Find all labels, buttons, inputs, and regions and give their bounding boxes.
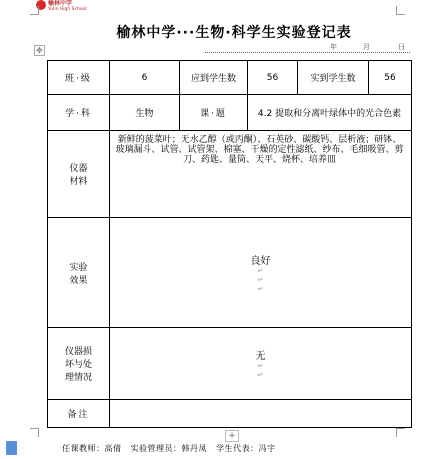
table-row bbox=[48, 400, 412, 428]
date-line[interactable] bbox=[205, 42, 410, 53]
paragraph-mark-icon: ↵ bbox=[257, 275, 264, 284]
teacher-signature: 任课教师：高倩 bbox=[62, 444, 122, 453]
materials-label bbox=[48, 131, 110, 218]
corner-mark-icon bbox=[396, 6, 405, 15]
corner-mark-icon bbox=[396, 428, 405, 437]
class-label: 班·级 bbox=[48, 61, 110, 95]
actual-students-label: 实到学生数 bbox=[298, 61, 369, 95]
damage-label-line: 理情况 bbox=[64, 373, 92, 383]
manager-signature: 实验管理员：韩丹凤 bbox=[130, 444, 208, 453]
expected-students-label: 应到学生数 bbox=[180, 61, 248, 95]
table-row bbox=[48, 95, 412, 131]
damage-label-line: 仪器损 bbox=[64, 347, 92, 357]
table-row bbox=[48, 328, 412, 400]
signature-footer bbox=[62, 443, 282, 454]
add-row-icon[interactable]: + bbox=[225, 430, 239, 442]
corner-mark-icon bbox=[30, 6, 39, 15]
damage-value: 无 bbox=[255, 351, 266, 362]
date-month: 月 bbox=[363, 43, 370, 51]
school-logo bbox=[36, 0, 87, 16]
table-row bbox=[48, 131, 412, 218]
materials-label-line: 材料 bbox=[69, 177, 88, 187]
registration-table bbox=[47, 60, 412, 428]
table-row bbox=[48, 218, 412, 328]
table-move-handle-icon[interactable]: ✥ bbox=[34, 45, 45, 56]
paragraph-mark-icon: ↵ bbox=[257, 362, 264, 370]
remarks-value[interactable] bbox=[110, 400, 412, 428]
paragraph-mark-icon: ↵ bbox=[257, 371, 264, 379]
page-title: 榆林中学···生物·科学生实验登记表 bbox=[116, 25, 352, 41]
expected-students-value[interactable]: 56 bbox=[248, 61, 298, 95]
remarks-label: 备注 bbox=[48, 400, 110, 428]
logo-text: 榆林中学 bbox=[48, 0, 73, 7]
effect-label-line: 效果 bbox=[69, 275, 88, 286]
subject-label: 学·科 bbox=[48, 95, 110, 131]
actual-students-value[interactable]: 56 bbox=[369, 61, 412, 95]
date-year: 年 bbox=[330, 43, 337, 51]
table-row bbox=[48, 61, 412, 95]
subject-value[interactable]: 生物 bbox=[110, 95, 180, 131]
paragraph-mark-icon: ↵ bbox=[257, 284, 264, 293]
corner-mark-icon bbox=[30, 428, 39, 437]
effect-cell[interactable] bbox=[110, 218, 412, 328]
damage-cell[interactable] bbox=[110, 328, 412, 400]
paragraph-mark-icon: ↵ bbox=[257, 266, 264, 275]
materials-label-line: 仪器 bbox=[69, 164, 88, 174]
damage-label bbox=[48, 328, 110, 400]
date-day: 日 bbox=[398, 43, 405, 51]
damage-label-line: 坏与处 bbox=[64, 360, 92, 370]
topic-value[interactable]: 4.2 提取和分离叶绿体中的光合色素 bbox=[248, 95, 412, 131]
effect-value: 良好 bbox=[250, 255, 271, 267]
document-icon[interactable] bbox=[6, 441, 17, 455]
effect-label bbox=[48, 218, 110, 328]
effect-label-line: 实验 bbox=[69, 262, 88, 273]
student-signature: 学生代表：冯宇 bbox=[216, 444, 276, 453]
class-value[interactable]: 6 bbox=[110, 61, 180, 95]
topic-label: 课·题 bbox=[180, 95, 248, 131]
materials-value[interactable]: 新鲜的菠菜叶；无水乙醇（或丙酮）、石英砂、碳酸钙、层析液；研钵、玻璃漏斗、试管、试管架、棉塞、干燥的定性滤纸、纱布、毛细吸管、剪刀、药匙、量筒、天平、烧杯、培养皿 bbox=[110, 131, 412, 218]
logo-subtext: Yulin High School bbox=[48, 7, 87, 12]
